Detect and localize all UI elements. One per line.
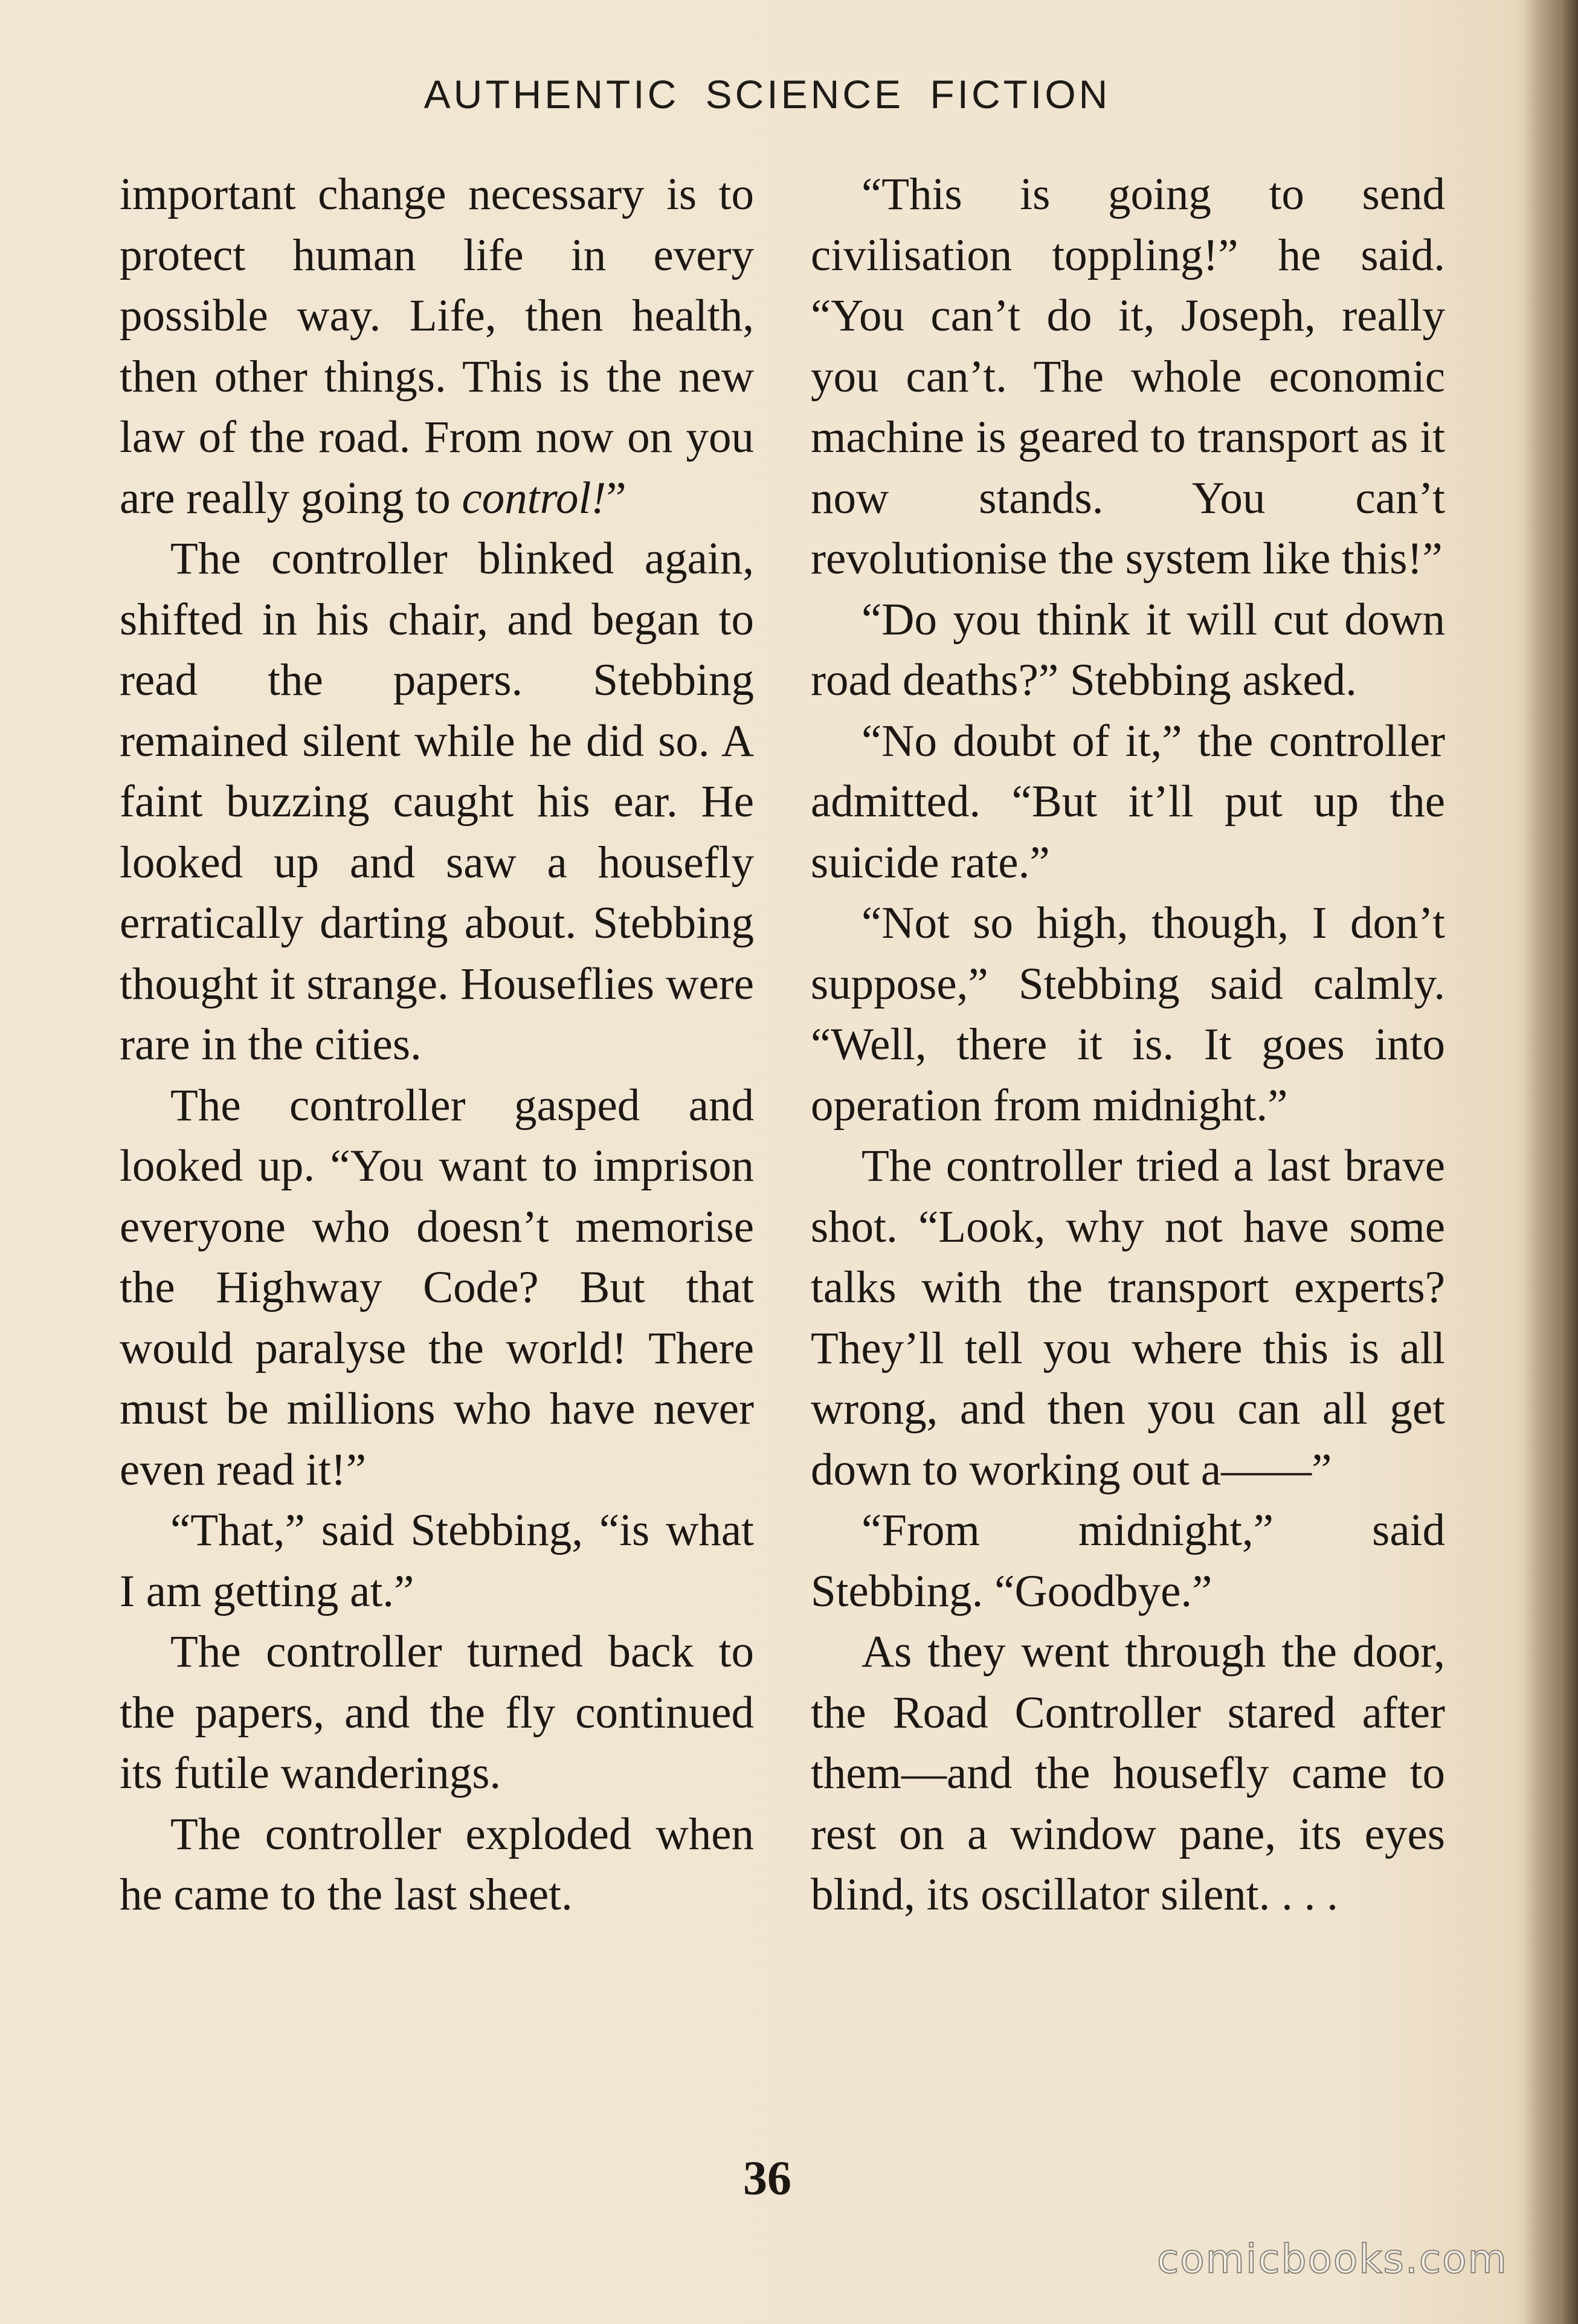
paragraph: “This is going to send civilisation toppling!” he said. “You can’t do it, Joseph, really you can’t. The whole economic machine is geared to transport as it now stands. You can’t revolutionise the system like this!” xyxy=(811,169,1445,584)
paragraph: The controller tried a last brave shot. “Look, why not have some talks with the transport experts? They’ll tell you where this is all wrong, and then you can all get down to working out a——” xyxy=(811,1141,1445,1495)
site-watermark: comicbooks.com xyxy=(1157,2236,1508,2282)
emphasized-word: control! xyxy=(462,473,607,523)
paragraph: The controller exploded when he came to the last sheet. xyxy=(120,1809,754,1920)
paragraph: “That,” said Stebbing, “is what I am getting at.” xyxy=(120,1505,754,1616)
paragraph: The controller turned back to the papers, and the fly continued its futile wanderings. xyxy=(120,1627,754,1798)
paragraph: “No doubt of it,” the controller admitted. “But it’ll put up the suicide rate.” xyxy=(811,715,1445,888)
paragraph: “Not so high, though, I don’t suppose,” Stebbing said calmly. “Well, there it is. It goes into operation from midnight.” xyxy=(811,898,1445,1131)
right-column xyxy=(811,164,1445,1926)
spine-shadow xyxy=(1524,0,1578,2324)
paragraph xyxy=(120,164,754,529)
paragraph: The controller blinked again, shifted in his chair, and began to read the papers. Stebbing remained silent while he did so. A faint buzzing caught his ear. He looked up and saw a housefly erratically darting about. Stebbing thought it strange. Houseflies were rare in the cities. xyxy=(120,534,754,1070)
left-column xyxy=(120,164,754,1926)
paragraph: “Do you think it will cut down road deaths?” Stebbing asked. xyxy=(811,594,1445,705)
paragraph-text: important change necessary is to protect human life in every possible way. Life, then health, then other things. This is the new law of the road. From now on you are really going to xyxy=(120,169,754,523)
paragraph: The controller gasped and looked up. “You want to imprison everyone who doesn’t memorise the Highway Code? But that would paralyse the world! There must be millions who have never even read it!” xyxy=(120,1080,754,1495)
closing-quote: ” xyxy=(606,473,626,523)
running-header: AUTHENTIC SCIENCE FICTION xyxy=(423,72,1111,117)
page-number: 36 xyxy=(743,2152,791,2205)
paragraph: “From midnight,” said Stebbing. “Goodbye.” xyxy=(811,1505,1445,1616)
paragraph: As they went through the door, the Road Controller stared after them—and the housefly came to rest on a window pane, its eyes blind, its oscillator silent. . . . xyxy=(811,1627,1445,1920)
